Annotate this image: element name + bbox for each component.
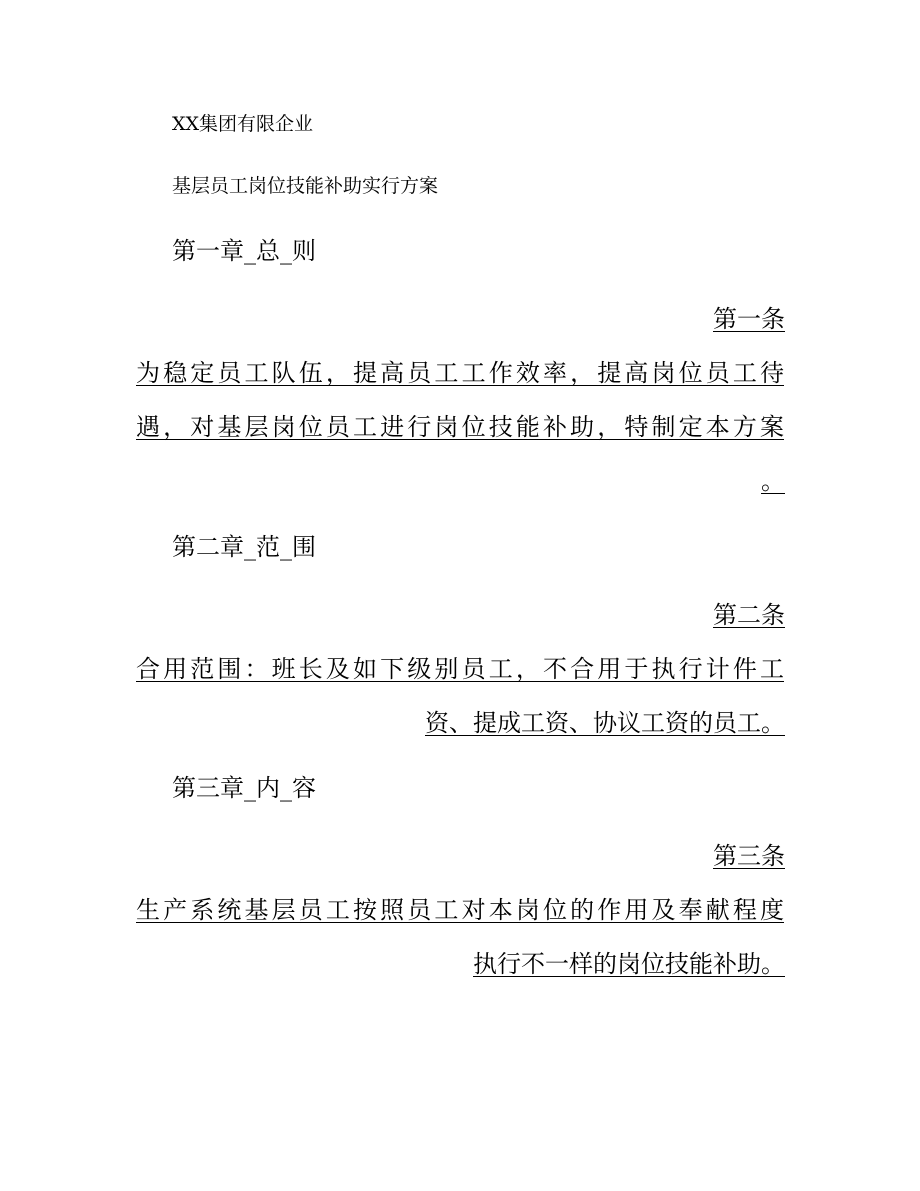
document-title: 基层员工岗位技能补助实行方案 [172, 175, 439, 197]
article-2-line-1: 合用范围：班长及如下级别员工，不合用于执行计件工 [136, 655, 784, 683]
article-2-label: 第二条 [713, 601, 785, 629]
article-3-label: 第三条 [713, 842, 785, 870]
chapter-2-heading: 第二章_范_围 [172, 533, 316, 561]
article-1-line-3: 。 [761, 467, 785, 495]
article-1-line-1: 为稳定员工队伍，提高员工工作效率，提高岗位员工待 [136, 359, 784, 387]
article-1-line-2: 遇，对基层岗位员工进行岗位技能补助，特制定本方案 [136, 413, 784, 441]
chapter-1-heading: 第一章_总_则 [172, 237, 316, 265]
article-2-line-2: 资、提成工资、协议工资的员工。 [425, 709, 785, 737]
article-3-line-2: 执行不一样的岗位技能补助。 [473, 950, 785, 978]
article-3-line-1: 生产系统基层员工按照员工对本岗位的作用及奉献程度 [136, 896, 784, 924]
article-1-label: 第一条 [713, 305, 785, 333]
organization-name: XX集团有限企业 [172, 113, 314, 135]
chapter-3-heading: 第三章_内_容 [172, 774, 316, 802]
